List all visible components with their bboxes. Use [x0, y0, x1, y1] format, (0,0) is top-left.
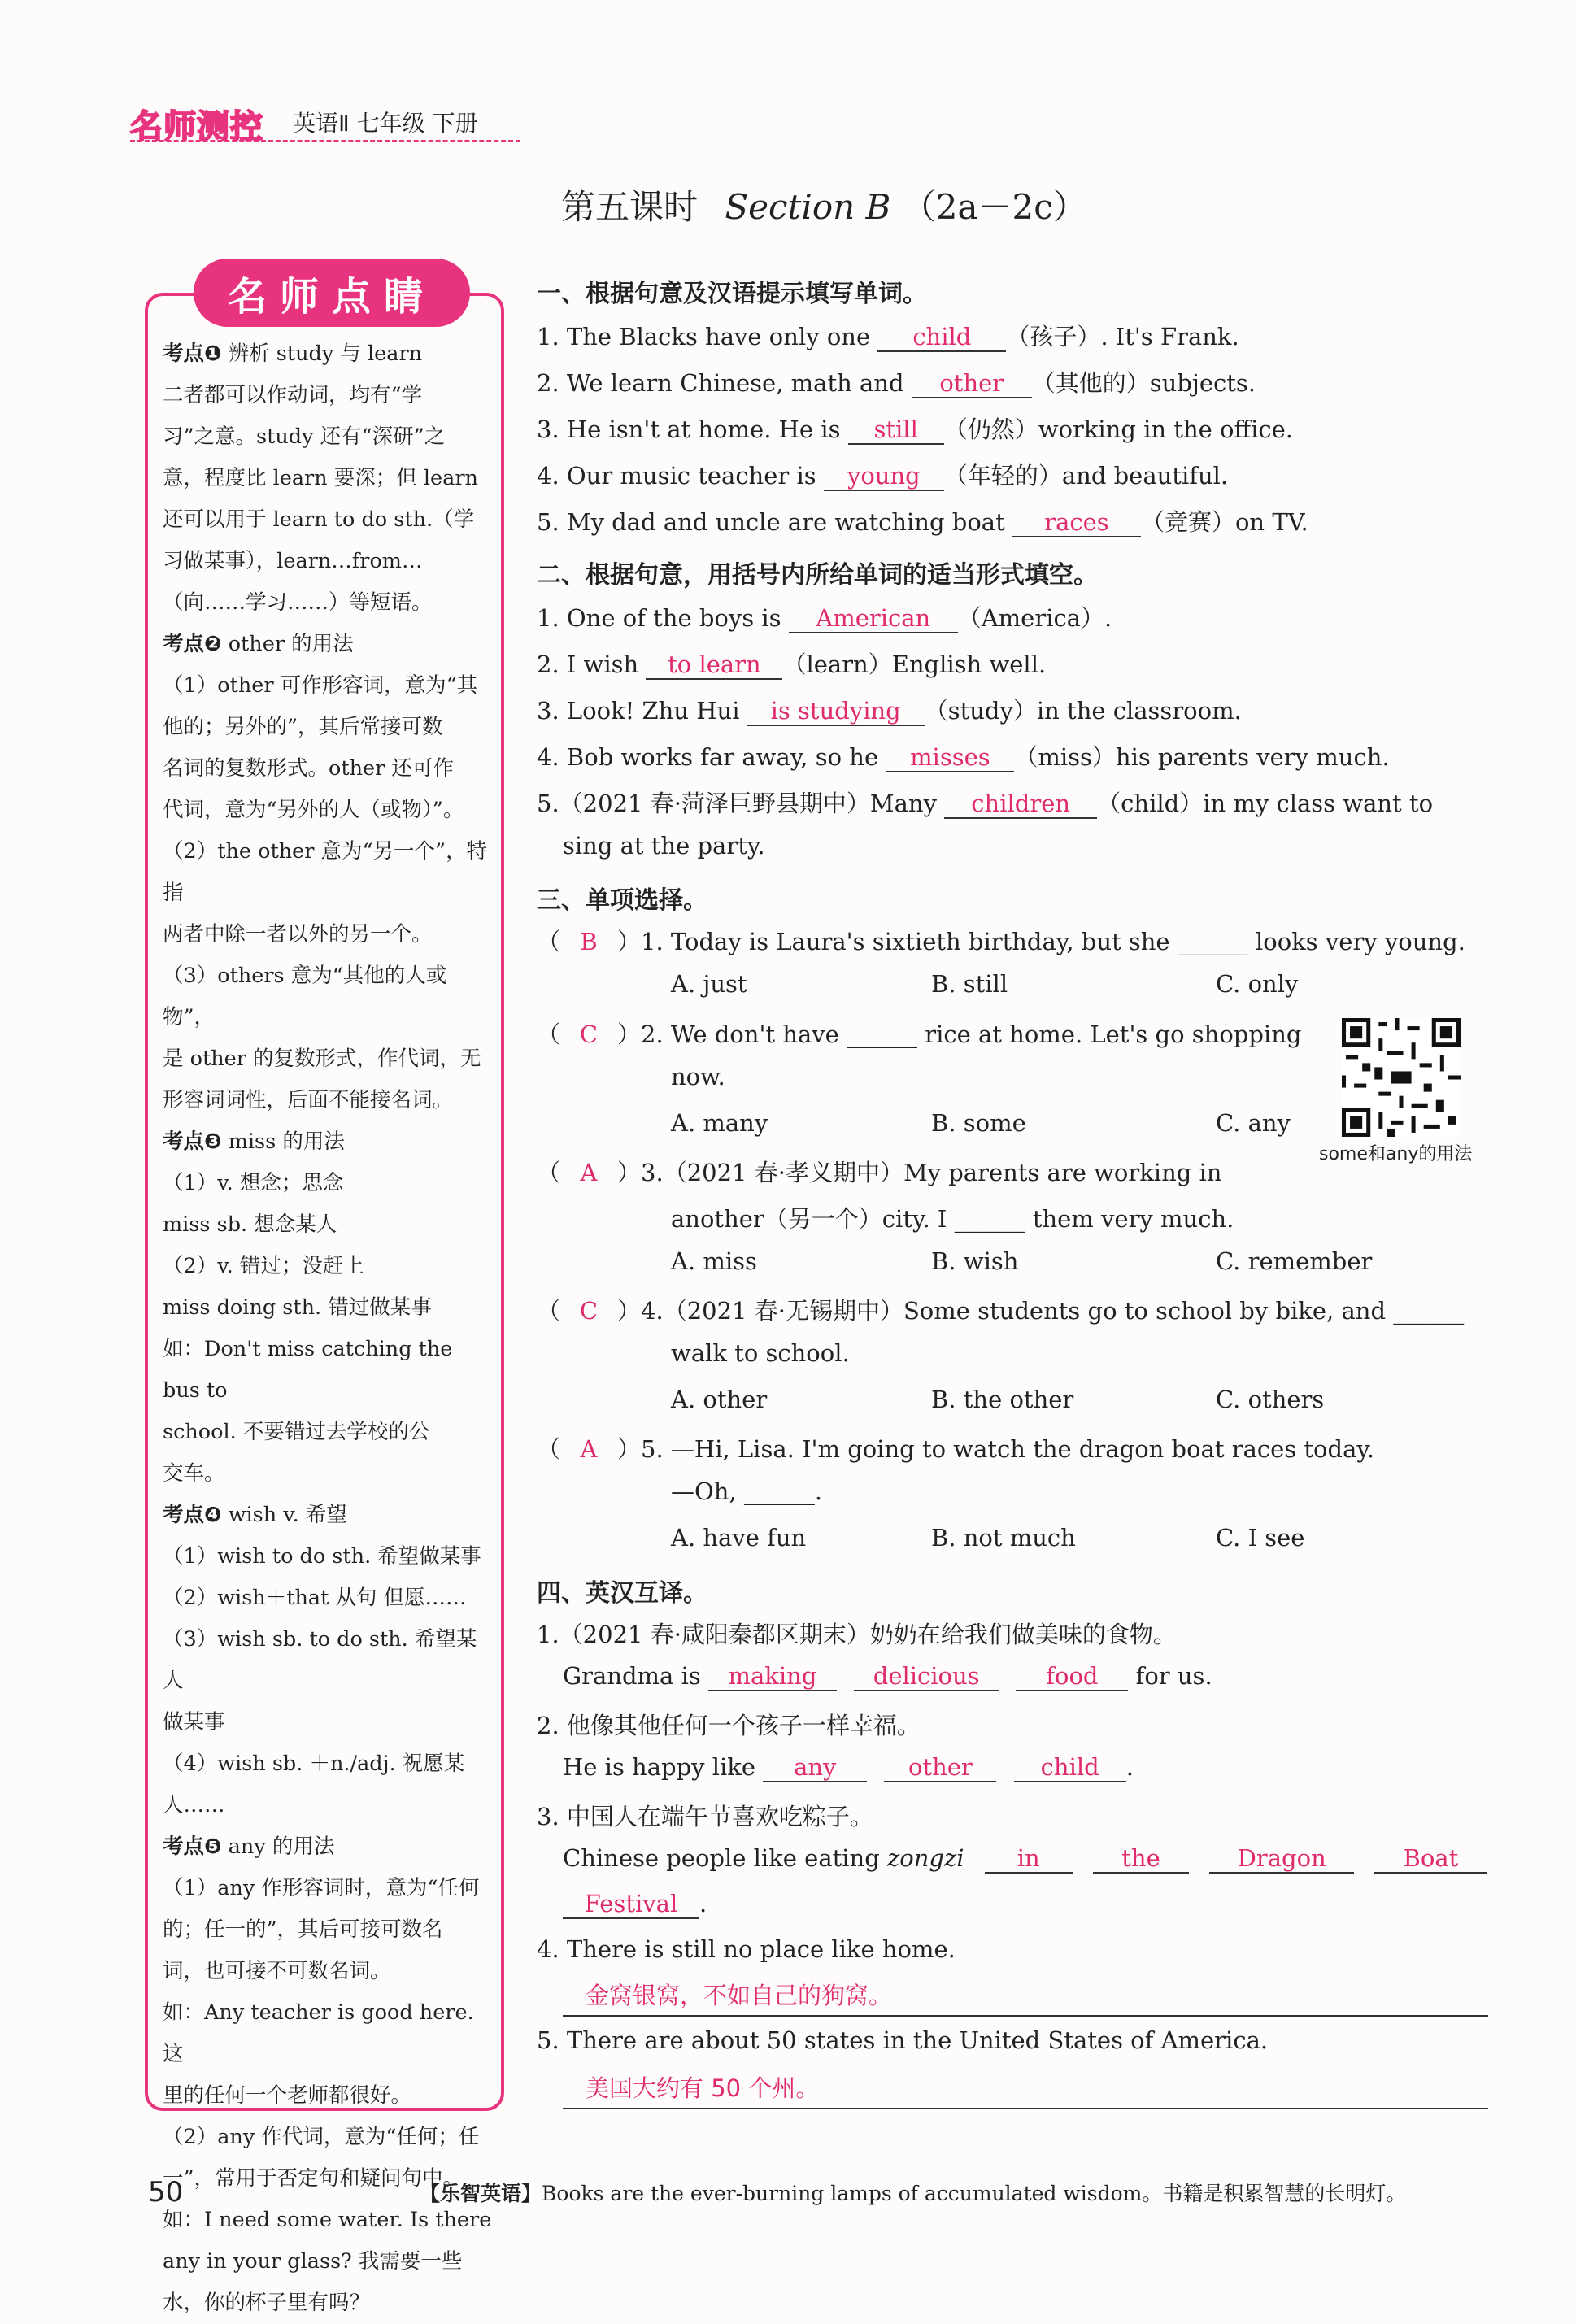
- mc-question-text: 5. —Hi, Lisa. I'm going to watch the dragon boat races today.: [641, 1435, 1375, 1463]
- part2-item-post: （miss）his parents very much.: [1014, 743, 1390, 771]
- mc-question-cont: another（另一个）city. I ______ them very much.: [671, 1205, 1234, 1233]
- qr-code-icon[interactable]: [1342, 1018, 1461, 1137]
- part1-item-pre: 4. Our music teacher is: [537, 462, 824, 490]
- p4-q3-ans5: Festival: [563, 1891, 699, 1919]
- tip-line: [163, 1246, 493, 1287]
- part1-item-answer: child: [877, 324, 1006, 352]
- part1-heading: 一、根据句意及汉语提示填写单词。: [537, 280, 927, 308]
- p4-q3-ans3: Dragon: [1209, 1846, 1354, 1874]
- mc-answer: C: [579, 1297, 599, 1325]
- part2-item-pre: 3. Look! Zhu Hui: [537, 697, 747, 725]
- lesson-title: [561, 181, 1087, 229]
- tip-line: [163, 1743, 493, 1785]
- tip-text: （1）any 作形容词时，意为“任何: [163, 1876, 480, 1900]
- p4-q2-pre: He is happy like: [563, 1753, 764, 1781]
- tip-text: （3）others 意为“其他的人或物”，: [163, 964, 447, 1029]
- tip-text: 二者都可以作动词，均有“学: [163, 383, 423, 407]
- tip-key-label: 考点❶: [163, 342, 222, 366]
- mc-paren-open: （: [537, 1021, 561, 1048]
- tip-text: （2）any 作代词，意为“任何；任: [163, 2125, 480, 2149]
- part1-item: [537, 411, 1293, 445]
- tip-line: [163, 541, 493, 582]
- tip-text: 的；任一的”，其后可接可数名: [163, 1917, 443, 1942]
- tip-text: （1）v. 想念；思念: [163, 1171, 344, 1195]
- tip-line: [163, 1992, 493, 2075]
- part1-item: [537, 319, 1239, 352]
- mc-paren-close: ）: [617, 1159, 642, 1186]
- part1-item-post: （其他的）subjects.: [1031, 369, 1256, 397]
- tip-text: 人……: [163, 1793, 225, 1817]
- tip-line: [163, 831, 493, 914]
- tips-badge: [194, 259, 470, 327]
- tip-text: （向……学习……）等短语。: [163, 590, 433, 615]
- mc-option-c: C. others: [1216, 1386, 1325, 1413]
- part1-item: [537, 504, 1308, 537]
- tip-text: miss sb. 想念某人: [163, 1212, 337, 1237]
- p4-q3-zongzi: zongzi: [887, 1844, 964, 1872]
- tip-text: 两者中除一者以外的另一个。: [163, 922, 433, 947]
- part2-item-pre: 4. Bob works far away, so he: [537, 743, 886, 771]
- p4-q2-post: .: [1125, 1753, 1134, 1781]
- mc-question: [537, 1293, 1464, 1326]
- mc-paren-close: ）: [617, 1021, 642, 1048]
- tip-line: [163, 2075, 493, 2117]
- tip-key-label: 考点❷: [163, 632, 222, 656]
- footer-quote: [420, 2178, 1406, 2207]
- tip-text: any in your glass? 我需要一些: [163, 2249, 463, 2274]
- p4-q3-post: .: [699, 1890, 707, 1917]
- tip-line: [163, 1329, 493, 1412]
- p4-q3-en: [563, 1844, 1487, 1874]
- mc-question: [537, 1155, 1221, 1188]
- tip-text: 代词，意为“另外的人（或物）”。: [163, 798, 464, 822]
- mc-option-b: B. the other: [931, 1386, 1074, 1413]
- part2-item-post: （America）.: [957, 604, 1112, 632]
- mc-question-text: 3.（2021 春·孝义期中）My parents are working in: [641, 1159, 1222, 1186]
- tips-content: [163, 333, 493, 2324]
- mc-option-a: A. many: [671, 1109, 768, 1137]
- part2-item-post: （child）in my class want to: [1097, 790, 1434, 817]
- part1-item-answer: races: [1012, 510, 1141, 537]
- part2-item-answer: to learn: [646, 652, 782, 680]
- mc-question-text: 2. We don't have ______ rice at home. Let's go shopping: [641, 1021, 1302, 1048]
- p4-q5-en: 5. There are about 50 states in the United States of America.: [537, 2026, 1269, 2054]
- mc-option-c: C. I see: [1216, 1524, 1305, 1552]
- mc-paren-open: （: [537, 1297, 561, 1325]
- p4-q2-ans3: child: [1014, 1755, 1126, 1782]
- part1-item-pre: 3. He isn't at home. He is: [537, 416, 848, 443]
- tip-line: [163, 1080, 493, 1121]
- mc-option-b: B. some: [931, 1109, 1026, 1137]
- tip-line: [163, 665, 493, 707]
- mc-paren-open: （: [537, 1159, 561, 1186]
- tip-heading: [163, 1121, 493, 1163]
- part2-item: [537, 786, 1433, 819]
- mc-question-text: 4.（2021 春·无锡期中）Some students go to school by bike, and ______: [641, 1297, 1465, 1325]
- part2-item-pre: 2. I wish: [537, 651, 647, 678]
- part1-item-answer: young: [824, 463, 944, 491]
- part2-item-post: （study）in the classroom.: [924, 697, 1242, 725]
- mc-option-a: A. have fun: [671, 1524, 807, 1552]
- tip-text: school. 不要错过去学校的公: [163, 1420, 430, 1444]
- part1-item: [537, 365, 1256, 398]
- tip-text: 辨析 study 与 learn: [221, 342, 423, 366]
- tip-text: 里的任何一个老师都很好。: [163, 2083, 412, 2108]
- tip-line: [163, 1785, 493, 1826]
- book-info: 英语Ⅱ 七年级 下册: [293, 110, 478, 137]
- mc-answer: C: [579, 1021, 599, 1048]
- tip-text: （2）v. 错过；没赶上: [163, 1254, 364, 1278]
- tip-text: 如：Any teacher is good here. 这: [163, 2000, 474, 2066]
- tip-text: 他的；另外的”，其后常接可数: [163, 715, 443, 739]
- tip-line: [163, 458, 493, 499]
- tip-key-label: 考点❹: [163, 1503, 222, 1527]
- mc-paren-close: ）: [617, 1297, 642, 1325]
- part2-item-post: （learn）English well.: [782, 651, 1047, 678]
- mc-paren-open: （: [537, 928, 561, 955]
- tip-line: [163, 1951, 493, 1992]
- tip-line: [163, 1204, 493, 1246]
- p4-q5-ans: 美国大约有 50 个州。: [586, 2074, 820, 2102]
- tip-text: 形容词词性，后面不能接名词。: [163, 1088, 454, 1112]
- page-number: 50: [148, 2176, 184, 2209]
- p4-q3-pre: Chinese people like eating: [563, 1844, 887, 1872]
- tip-text: any 的用法: [221, 1834, 335, 1859]
- tip-line: [163, 1578, 493, 1619]
- tip-text: （4）wish sb. ＋n./adj. 祝愿某: [163, 1752, 465, 1776]
- lesson-title-range: （2a－2c）: [901, 187, 1087, 227]
- p4-q1-en: [563, 1662, 1212, 1691]
- p4-q3-cn: 3. 中国人在端午节喜欢吃粽子。: [537, 1803, 873, 1830]
- tip-line: [163, 955, 493, 1038]
- qr-caption: some和any的用法: [1319, 1144, 1473, 1164]
- footer-text: Books are the ever-burning lamps of accumulated wisdom。书籍是积累智慧的长明灯。: [542, 2182, 1407, 2205]
- tip-line: [163, 1619, 493, 1702]
- tip-text: miss doing sth. 错过做某事: [163, 1295, 432, 1320]
- tip-line: [163, 2283, 493, 2324]
- mc-option-a: A. other: [671, 1386, 768, 1413]
- part2-item-cont: sing at the party.: [563, 832, 765, 860]
- tip-text: （3）wish sb. to do sth. 希望某人: [163, 1627, 477, 1693]
- tip-heading: [163, 1495, 493, 1536]
- mc-option-b: B. wish: [931, 1247, 1019, 1275]
- mc-question-cont: now.: [671, 1063, 725, 1090]
- tip-line: [163, 1909, 493, 1951]
- part1-item-answer: still: [848, 417, 944, 445]
- tip-text: other 的用法: [221, 632, 354, 656]
- tip-text: 水，你的杯子里有吗？: [163, 2291, 371, 2315]
- tip-line: [163, 1868, 493, 1909]
- tip-line: [163, 2241, 493, 2283]
- part2-item-pre: 1. One of the boys is: [537, 604, 789, 632]
- part1-item-post: （竞赛）on TV.: [1140, 508, 1308, 536]
- mc-question-text: 1. Today is Laura's sixtieth birthday, but she ______ looks very young.: [641, 928, 1465, 955]
- tip-text: （1）wish to do sth. 希望做某事: [163, 1544, 481, 1569]
- p4-q2-en: [563, 1753, 1134, 1782]
- part1-item: [537, 458, 1228, 491]
- tip-line: [163, 1287, 493, 1329]
- p4-q3-ans1: in: [985, 1846, 1073, 1874]
- tip-text: （2）the other 意为“另一个”，特指: [163, 839, 488, 905]
- p4-q2-cn: 2. 他像其他任何一个孩子一样幸福。: [537, 1712, 921, 1739]
- tip-text: （1）other 可作形容词，意为“其: [163, 673, 478, 698]
- mc-option-a: A. just: [671, 970, 747, 998]
- tip-line: [163, 1412, 493, 1453]
- p4-q1-ans1: making: [708, 1664, 837, 1691]
- tip-text: 交车。: [163, 1461, 225, 1486]
- mc-answer: B: [580, 928, 598, 955]
- tip-heading: [163, 624, 493, 665]
- p4-q2-ans2: other: [884, 1755, 996, 1782]
- tip-line: [163, 1163, 493, 1204]
- p4-q5-rule: [563, 2108, 1488, 2109]
- part2-item-answer: American: [789, 606, 958, 633]
- p4-q4-rule: [563, 2015, 1488, 2017]
- p4-q1-ans3: food: [1016, 1664, 1128, 1691]
- part1-item-post: （仍然）working in the office.: [943, 416, 1293, 443]
- tip-line: [163, 914, 493, 955]
- p4-q3-ans2: the: [1093, 1846, 1189, 1874]
- mc-question-cont: —Oh, ______.: [671, 1478, 823, 1505]
- lesson-title-en: Section B: [725, 187, 891, 227]
- tip-text: 是 other 的复数形式，作代词，无: [163, 1047, 481, 1071]
- tip-text: 词，也可接不可数名词。: [163, 1959, 391, 1983]
- footer-tag: 【乐智英语】: [420, 2182, 542, 2205]
- p4-q2-ans1: any: [763, 1755, 867, 1782]
- part4-heading: 四、英汉互译。: [537, 1579, 707, 1608]
- part1-item-pre: 1. The Blacks have only one: [537, 323, 878, 350]
- p4-q1-cn: 1.（2021 春·咸阳秦都区期末）奶奶在给我们做美味的食物。: [537, 1621, 1177, 1648]
- p4-q1-ans2: delicious: [854, 1664, 999, 1691]
- part2-item: [537, 693, 1242, 726]
- p4-q1-post: for us.: [1135, 1662, 1212, 1690]
- tip-key-label: 考点❺: [163, 1834, 222, 1859]
- part1-item-pre: 5. My dad and uncle are watching boat: [537, 508, 1012, 536]
- tip-line: [163, 1038, 493, 1080]
- part2-heading: 二、根据句意，用括号内所给单词的适当形式填空。: [537, 561, 1098, 590]
- mc-option-a: A. miss: [671, 1247, 757, 1275]
- tip-text: 做某事: [163, 1710, 225, 1734]
- mc-option-c: C. remember: [1216, 1247, 1373, 1275]
- tip-text: miss 的用法: [221, 1129, 345, 1154]
- p4-q4-en: 4. There is still no place like home.: [537, 1935, 956, 1963]
- tip-line: [163, 499, 493, 541]
- tip-line: [163, 1536, 493, 1578]
- lesson-title-cn: 第五课时: [561, 187, 699, 227]
- tip-text: （2）wish＋that 从句 但愿……: [163, 1586, 467, 1610]
- p4-q4-ans: 金窝银窝，不如自己的狗窝。: [586, 1982, 893, 2009]
- tip-text: 一”，常用于否定句和疑问句中。: [163, 2166, 464, 2191]
- tip-text: wish v. 希望: [221, 1503, 347, 1527]
- mc-option-c: C. any: [1216, 1109, 1291, 1137]
- mc-paren-open: （: [537, 1435, 561, 1463]
- mc-answer: A: [580, 1159, 598, 1186]
- part1-item-post: （年轻的）and beautiful.: [943, 462, 1229, 490]
- part2-item: [537, 739, 1390, 772]
- part2-item: [537, 600, 1112, 633]
- part1-item-post: （孩子）. It's Frank.: [1006, 323, 1239, 350]
- brand-logo: 名师测控: [130, 108, 263, 146]
- tip-text: 名词的复数形式。other 还可作: [163, 756, 454, 781]
- mc-paren-close: ）: [617, 1435, 642, 1463]
- tip-line: [163, 582, 493, 624]
- tip-line: [163, 416, 493, 458]
- part3-heading: 三、单项选择。: [537, 886, 707, 915]
- tip-line: [163, 790, 493, 831]
- part1-item-pre: 2. We learn Chinese, math and: [537, 369, 912, 397]
- tip-text: 意，程度比 learn 要深；但 learn: [163, 466, 478, 490]
- part2-item: [537, 646, 1046, 680]
- tip-heading: [163, 333, 493, 375]
- p4-q3-ans4: Boat: [1374, 1846, 1487, 1874]
- part2-item-answer: misses: [886, 745, 1014, 772]
- mc-question: [537, 924, 1465, 957]
- mc-option-c: C. only: [1216, 970, 1299, 998]
- part2-item-answer: is studying: [747, 699, 925, 726]
- part1-item-answer: other: [912, 371, 1032, 398]
- tip-line: [163, 748, 493, 790]
- header-divider: [130, 140, 520, 142]
- mc-answer: A: [580, 1435, 598, 1463]
- tip-line: [163, 2117, 493, 2158]
- tip-line: [163, 1453, 493, 1495]
- tip-line: [163, 1702, 493, 1743]
- tip-key-label: 考点❸: [163, 1129, 222, 1154]
- tip-text: 如：Don't miss catching the bus to: [163, 1337, 453, 1403]
- p4-q1-pre: Grandma is: [563, 1662, 708, 1690]
- tip-line: [163, 707, 493, 748]
- tip-line: [163, 375, 493, 416]
- mc-paren-close: ）: [617, 928, 642, 955]
- mc-question: [537, 1016, 1301, 1050]
- mc-option-b: B. still: [931, 970, 1008, 998]
- part2-item-answer: children: [944, 791, 1097, 819]
- part2-item-pre: 5.（2021 春·菏泽巨野县期中）Many: [537, 790, 945, 817]
- p4-q3-cont: [563, 1890, 707, 1919]
- mc-question: [537, 1431, 1374, 1464]
- tip-text: 如：I need some water. Is there: [163, 2208, 492, 2232]
- tip-text: 还可以用于 learn to do sth.（学: [163, 507, 475, 532]
- mc-option-b: B. not much: [931, 1524, 1076, 1552]
- tip-text: 习做某事），learn…from…: [163, 549, 423, 573]
- mc-question-cont: walk to school.: [671, 1339, 850, 1367]
- tips-badge-label: 名师点睛: [227, 273, 436, 320]
- tip-heading: [163, 1826, 493, 1868]
- tip-text: 习”之意。study 还有“深研”之: [163, 424, 446, 449]
